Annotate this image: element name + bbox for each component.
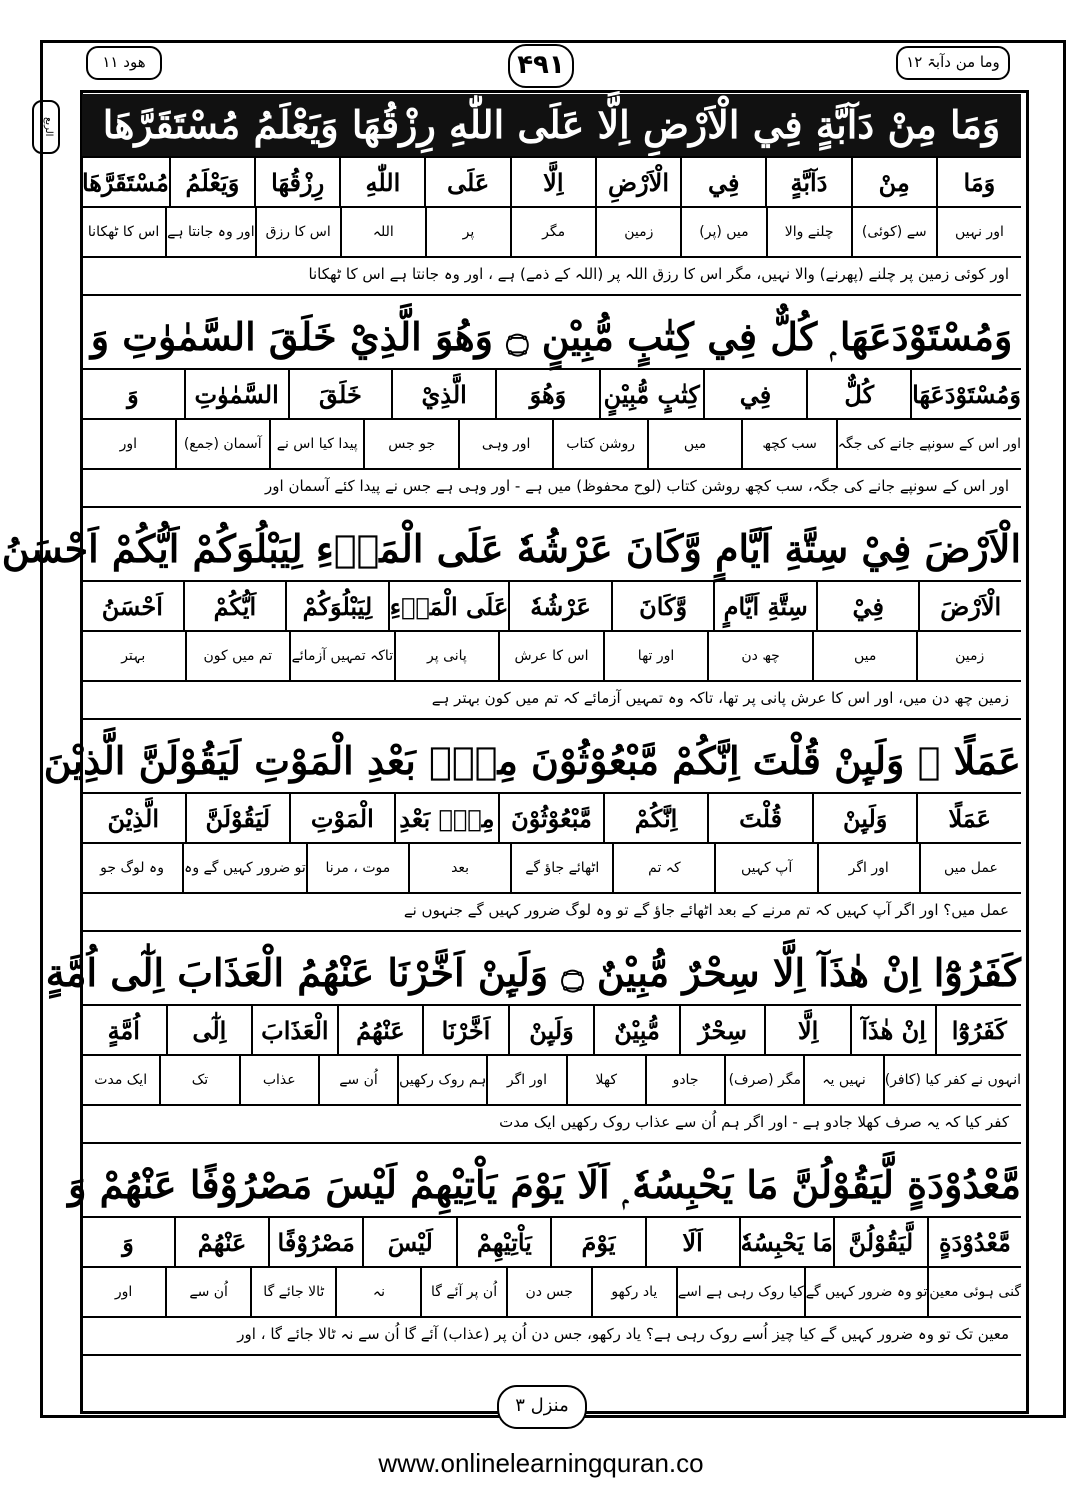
arabic-word: اللّٰهِ <box>339 158 424 206</box>
arabic-word: عَمَلًا <box>916 794 1021 842</box>
word-meaning: تاکہ تمہیں آزمائے <box>289 632 394 680</box>
arabic-word: عَنْهُمُ <box>337 1006 423 1054</box>
arabic-word: كُلٌّ <box>806 370 910 418</box>
word-meaning: اور اگر <box>817 844 919 892</box>
meaning-row <box>82 842 1021 894</box>
word-meaning: اور نہیں <box>936 208 1021 256</box>
arabic-word: فِيْ <box>816 582 919 630</box>
word-meaning: اور اگر <box>486 1056 565 1104</box>
word-meaning: کیا روک رہی ہے اسے <box>676 1268 804 1316</box>
word-meaning: موت ، مرنا <box>306 844 408 892</box>
word-meaning: تو وہ ضرور کہیں گے <box>804 1268 928 1316</box>
arabic-word: عَلَى <box>424 158 509 206</box>
arabic-word: وَهُوَ <box>495 370 599 418</box>
arabic-word: كِتٰبٍ مُّبِيْنٍ <box>599 370 703 418</box>
word-meaning: پانی پر <box>394 632 499 680</box>
arabic-word: يَاْتِيْهِمْ <box>456 1218 550 1266</box>
footer-url[interactable]: www.onlinelearningquran.co <box>378 1448 704 1478</box>
word-meaning: اللہ <box>340 208 425 256</box>
word-row <box>82 1216 1021 1266</box>
verse-line: وَمُسْتَوْدَعَهَا ۭ كُلٌّ فِي كِتٰبٍ مُّبِيْنٍ ۝ وَهُوَ الَّذِيْ خَلَقَ السَّمٰوٰتِ وَ <box>90 314 1013 359</box>
arabic-word: مَا يَحْبِسُهٗ <box>739 1218 833 1266</box>
word-meaning: زمین <box>916 632 1021 680</box>
word-meaning: اس کا عرش <box>498 632 603 680</box>
verse-line: وَمَا مِنْ دَآبَّةٍ فِي الْاَرْضِ اِلَّا عَلَى اللّٰهِ رِزْقُهَا وَيَعْلَمُ مُسْتَقَرَّهَا <box>82 94 1021 156</box>
verse-line: كَفَرُوْٓا اِنْ هٰذَآ اِلَّا سِحْرٌ مُّبِيْنٌ ۝ وَلَىِٕنْ اَخَّرْنَا عَنْهُمُ الْعَذَابَ اِلٰٓى اُمَّةٍ <box>45 950 1021 995</box>
arabic-word: اَحْسَنُ <box>101 591 163 621</box>
arabic-word: لَيْسَ <box>362 1218 456 1266</box>
arabic-word: مَّعْدُوْدَةٍ <box>927 1218 1021 1266</box>
word-meaning: نہ <box>335 1268 420 1316</box>
word-meaning: جادو <box>645 1056 724 1104</box>
translation-line: عمل میں؟ اور اگر آپ کہیں کہ تم مرنے کے بعد اٹھائے جاؤ گے تو وہ لوگ ضرور کہیں گے جنہوں نے <box>82 888 1021 932</box>
word-grid <box>82 580 1021 676</box>
word-meaning: چھ دن <box>707 632 812 680</box>
word-meaning: عذاب <box>239 1056 318 1104</box>
word-meaning: نہیں یہ <box>803 1056 882 1104</box>
word-meaning: بہتر <box>121 648 146 664</box>
word-meaning: اور وہی <box>458 420 552 468</box>
meaning-row <box>82 1054 1021 1106</box>
ruku-mark: الربع <box>32 100 60 154</box>
word-meaning: زمین <box>595 208 680 256</box>
word-row <box>82 580 1021 630</box>
surah-label: هود ۱۱ <box>86 46 162 80</box>
arabic-word: عَلَى الْمَاۗءِ <box>388 582 509 630</box>
word-meaning: میں (پر) <box>680 208 765 256</box>
word-meaning: اُن پر آئے گا <box>420 1268 505 1316</box>
arabic-word: الَّذِيْنَ <box>107 803 159 833</box>
arabic-word: وَلَىِٕنْ <box>812 794 917 842</box>
word-meaning: یاد رکھو <box>591 1268 676 1316</box>
arabic-word: الْمَوْتِ <box>289 794 394 842</box>
word-meaning: جس دن <box>506 1268 591 1316</box>
arabic-word: كَفَرُوْٓا <box>935 1006 1021 1054</box>
word-meaning: چلنے والا <box>766 208 851 256</box>
arabic-word: السَّمٰوٰتِ <box>184 370 288 418</box>
arabic-word: الَّذِيْ <box>391 370 495 418</box>
arabic-word: مِنْ <box>851 158 936 206</box>
translation-line: کفر کیا کہ یہ صرف کھلا جادو ہے - اور اگر ہم اُن سے عذاب روک رکھیں ایک مدت <box>82 1100 1021 1144</box>
meaning-row <box>82 206 1021 258</box>
word-row <box>82 156 1021 206</box>
translation-line: اور کوئی زمین پر چلنے (پھرنے) والا نہیں، مگر اس کا رزق اللہ پر (اللہ کے ذمے) ہے ، اور وہ جانتا ہے اس کا ٹھکانا <box>82 252 1021 296</box>
word-meaning: انہوں نے کفر کیا (کافر) <box>883 1056 1021 1104</box>
word-grid <box>82 368 1021 464</box>
word-meaning: روشن کتاب <box>552 420 646 468</box>
word-meaning: تم میں کون <box>185 632 290 680</box>
word-meaning: ٹالا جائے گا <box>250 1268 335 1316</box>
arabic-word: وَّكَانَ <box>611 582 714 630</box>
word-meaning: کھلا <box>566 1056 645 1104</box>
arabic-word: وَمُسْتَوْدَعَهَا <box>910 370 1021 418</box>
word-meaning: مگر <box>510 208 595 256</box>
arabic-word: اَخَّرْنَا <box>422 1006 508 1054</box>
verse-line: الْاَرْضَ فِيْ سِتَّةِ اَيَّامٍ وَّكَانَ عَرْشُهٗ عَلَى الْمَاۗءِ لِيَبْلُوَكُمْ اَيُّكُمْ اَحْسَنُ <box>1 526 1021 571</box>
arabic-word: اِلَّا <box>764 1006 850 1054</box>
arabic-word: سِتَّةِ اَيَّامٍ <box>713 582 816 630</box>
juz-label: وما من دآبۃ ۱۲ <box>896 46 1010 80</box>
arabic-word: دَآبَّةٍ <box>765 158 850 206</box>
word-meaning: پیدا کیا اس نے <box>269 420 363 468</box>
meaning-row <box>82 1266 1021 1318</box>
word-meaning: ہم روک رکھیں <box>397 1056 486 1104</box>
arabic-word: رِزْقُهَا <box>254 158 339 206</box>
word-meaning: اُن سے <box>165 1268 250 1316</box>
arabic-word: يَوْمَ <box>550 1218 644 1266</box>
arabic-word: اَيُّكُمْ <box>183 582 286 630</box>
word-meaning: اس کا رزق <box>255 208 340 256</box>
word-meaning: گنی ہوئی معین <box>927 1268 1021 1316</box>
word-row <box>82 1004 1021 1054</box>
translation-line: زمین چھ دن میں، اور اس کا عرش پانی پر تھا، تاکہ وہ تمہیں آزمائے کہ تم میں کون بہتر ہے <box>82 676 1021 720</box>
meaning-row <box>82 630 1021 682</box>
word-meaning: آپ کہیں <box>714 844 816 892</box>
word-meaning: تک <box>159 1056 238 1104</box>
word-meaning: اور تھا <box>603 632 708 680</box>
word-meaning: تو ضرور کہیں گے وہ <box>182 844 306 892</box>
arabic-word: مُّبِيْنٌ <box>593 1006 679 1054</box>
arabic-word: فِي <box>703 370 807 418</box>
arabic-word: عَرْشُهٗ <box>508 582 611 630</box>
word-meaning: بعد <box>408 844 510 892</box>
word-meaning: پر <box>425 208 510 256</box>
arabic-word: مَّبْعُوْثُوْنَ <box>498 794 603 842</box>
arabic-word: وَ <box>122 1227 134 1257</box>
arabic-word: عَنْهُمْ <box>174 1218 268 1266</box>
word-meaning: آسمان (جمع) <box>175 420 269 468</box>
arabic-word: الْاَرْضَ <box>918 582 1021 630</box>
word-meaning: سب کچھ <box>741 420 835 468</box>
arabic-word: سِحْرٌ <box>679 1006 765 1054</box>
arabic-word: اَلَا <box>645 1218 739 1266</box>
word-meaning: ایک مدت <box>94 1072 148 1088</box>
word-grid <box>82 156 1021 252</box>
word-grid <box>82 1004 1021 1100</box>
arabic-word: الْاَرْضِ <box>595 158 680 206</box>
word-meaning: عمل میں <box>919 844 1021 892</box>
word-meaning: اُن سے <box>318 1056 397 1104</box>
arabic-word: اِلَّا <box>510 158 595 206</box>
arabic-word: اِنَّكُمْ <box>603 794 708 842</box>
arabic-word: لِيَبْلُوَكُمْ <box>285 582 388 630</box>
arabic-word: مَصْرُوْفًا <box>268 1218 362 1266</box>
arabic-word: اِلٰٓى <box>166 1006 252 1054</box>
word-meaning: اس کا ٹھکانا <box>87 224 160 240</box>
word-meaning: مگر (صرف) <box>724 1056 803 1104</box>
word-grid <box>82 792 1021 888</box>
arabic-word: وَمَا <box>936 158 1021 206</box>
word-meaning: اور <box>119 436 137 452</box>
word-grid <box>82 1216 1021 1312</box>
word-meaning: اٹھائے جاؤ گے <box>510 844 612 892</box>
arabic-word: اِنْ هٰذَآ <box>850 1006 936 1054</box>
meaning-row <box>82 418 1021 470</box>
arabic-word: وَ <box>127 379 139 409</box>
word-meaning: میں <box>812 632 917 680</box>
arabic-word: الْعَذَابَ <box>251 1006 337 1054</box>
manzil-label: منزل ۳ <box>497 1385 587 1429</box>
arabic-word: اُمَّةٍ <box>107 1015 140 1045</box>
word-meaning: اور اس کے سونپے جانے کی جگہ <box>836 420 1021 468</box>
arabic-word: لَيَقُوْلَنَّ <box>185 794 290 842</box>
word-row <box>82 792 1021 842</box>
arabic-word: لَّيَقُوْلُنَّ <box>833 1218 927 1266</box>
word-meaning: میں <box>647 420 741 468</box>
translation-line: اور اس کے سونپے جانے کی جگہ، سب کچھ روشن کتاب (لوح محفوظ) میں ہے - اور وہی ہے جس نے پیدا کئے آسمان اور <box>82 464 1021 508</box>
arabic-word: فِي <box>680 158 765 206</box>
word-meaning: اور وہ جانتا ہے <box>165 208 254 256</box>
word-row <box>82 368 1021 418</box>
arabic-word: خَلَقَ <box>288 370 392 418</box>
arabic-word: وَلَىِٕنْ <box>508 1006 594 1054</box>
arabic-word: وَيَعْلَمُ <box>169 158 254 206</box>
word-meaning: اور <box>114 1284 133 1300</box>
verse-line: عَمَلًا ۭ وَلَىِٕنْ قُلْتَ اِنَّكُمْ مَّبْعُوْثُوْنَ مِنْۢ بَعْدِ الْمَوْتِ لَيَقُوْلَنَّ الَّذِيْنَ <box>43 738 1021 783</box>
arabic-word: قُلْتَ <box>707 794 812 842</box>
word-meaning: وہ لوگ جو <box>100 860 164 876</box>
arabic-word: مِنْۢ بَعْدِ <box>394 794 499 842</box>
translation-line: معین تک تو وہ ضرور کہیں گے کیا چیز اُسے روک رہی ہے؟ یاد رکھو، جس دن اُن پر (عذاب) آئے گا اُن سے نہ ٹالا جائے گا ، اور <box>82 1312 1021 1356</box>
page-number: ۴۹۱ <box>508 44 574 88</box>
word-meaning: کہ تم <box>612 844 714 892</box>
verse-line: مَّعْدُوْدَةٍ لَّيَقُوْلُنَّ مَا يَحْبِسُهٗ ۭ اَلَا يَوْمَ يَاْتِيْهِمْ لَيْسَ مَصْرُوْفًا عَنْهُمْ وَ <box>68 1162 1021 1207</box>
word-meaning: سے (کوئی) <box>851 208 936 256</box>
arabic-word: مُسْتَقَرَّهَا <box>81 167 169 197</box>
word-meaning: جو جس <box>363 420 457 468</box>
